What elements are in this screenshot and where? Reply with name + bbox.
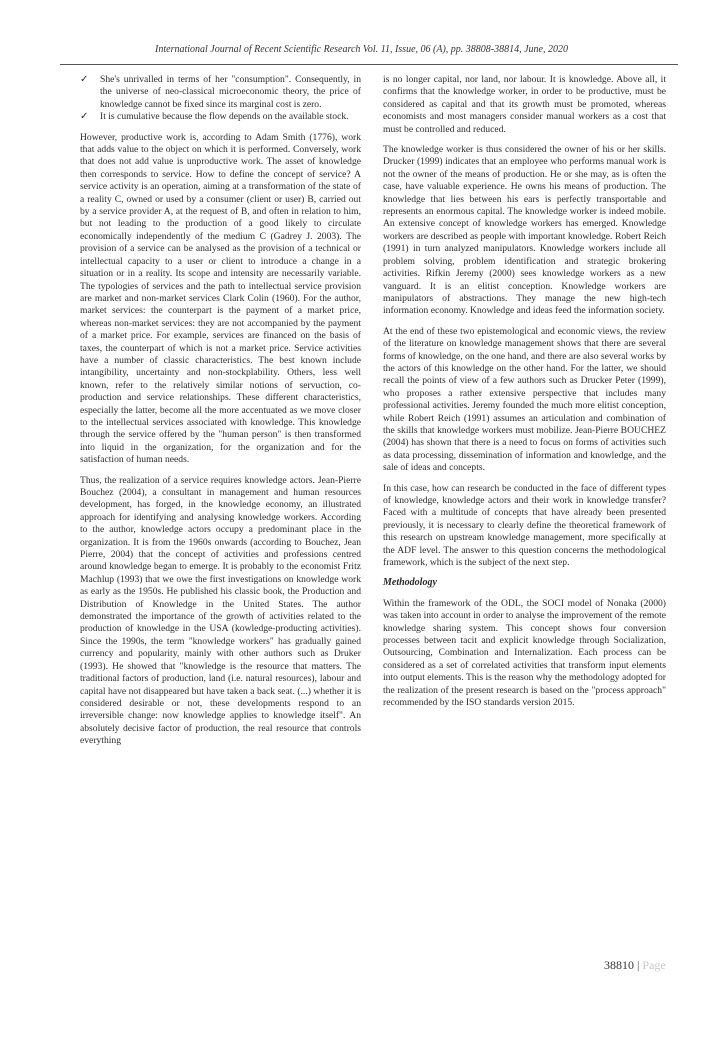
left-column — [80, 74, 361, 756]
bullet-list — [80, 74, 361, 124]
paragraph: However, productive work is, according to Adam Smith (1776), work that adds value to the object on which it is performed. Conversely, work that does not add value is unproductive work. The asset of knowledge then corresponds to service. How to define the concept of service? A service activity is an operation, aiming at a transformation of the state of a reality C, owned or used by a consumer (client or user) B, carried out by a service provider A, at the request of B, and often in relation to him, but not leading to the production of a good likely to circulate economically independently of the medium C (Gadrey J. 2003). The provision of a service can be analysed as the provision of a technical or intellectual capacity to a user or client to introduce a change in a situation or in a reality. Its scope and intensity are necessarily variable. The typologies of services and the path to intellectual service provision are market and non-market services Clark Colin (1960). For the author, market services: the counterpart is the payment of a market price, whereas non-market services: they are not accompanied by the payment of a market price. For example, services are financed on the basis of taxes, the counterpart of which is not a market price. Service activities have a number of classic characteristics. The best known include intangibility, uncertainty and non-stockplability. Others, less well known, refer to the relatively similar notions of servuction, co-production and service relationships. These different characteristics, especially the latter, become all the more accentuated as we move closer to the intellectual services associated with knowledge. This knowledge through the service offered by the "human person" is then transformed into liquid in the organization, for the organization and for the satisfaction of human needs. — [80, 131, 361, 466]
paragraph: Thus, the realization of a service requires knowledge actors. Jean-Pierre Bouchez (2004), a consultant in management and human resources development, has forged, in the knowledge economy, an illustrated approach for identifying and analysing knowledge workers. According to the author, knowledge actors occupy a predominant place in the organization. It is from the 1960s onwards (according to Bouchez, Jean Pierre, 2004) that the concept of activities and professions centred around knowledge began to emerge. It is probably to the economist Fritz Machlup (1993) that we owe the first investigations on knowledge work as early as the 1950s. He published his classic book, the Production and Distribution of Knowledge in the United States. The author demonstrated the importance of the growth of activities related to the production of knowledge in the USA (kowledge-producting activities). Since the 1990s, the term "knowledge workers" has gradually gained currency and popularity, mainly with other authors such as Druker (1993). He showed that "knowledge is the resource that matters. The traditional factors of production, land (i.e. natural resources), labour and capital have not disappeared but have taken a back seat. (...) whether it is considered desirable or not, these developments respond to an irreversible change: now knowledge applies to knowledge itself". An absolutely decisive factor of production, the real resource that controls everything — [80, 474, 361, 747]
page-number — [604, 958, 666, 973]
page-number-value: 38810 — [604, 958, 634, 972]
bullet-item — [80, 111, 361, 123]
checkmark-icon: ✓ — [80, 74, 89, 85]
section-heading-methodology: Methodology — [383, 577, 437, 589]
checkmark-icon: ✓ — [80, 111, 89, 123]
paragraph: At the end of these two epistemological and economic views, the review of the literature on knowledge management shows that there are several forms of knowledge, on the one hand, and there are also several works by the actors of this knowledge on the other hand. For the latter, we should recall the points of view of a few authors such as Drucker Peter (1999), who proposes a rather extensive perspective that includes many professional activities. Jeremy founded the much more elitist conception, while Robert Reich (1991) assumes an articulation and combination of the skills that knowledge workers must mobilize. Jean-Pierre BOUCHEZ (2004) has shown that there is a need to focus on forms of activities such as data processing, dissemination of information and knowledge, and the sale of ideas and concepts. — [383, 325, 666, 474]
bullet-text: It is cumulative because the flow depends on the available stock. — [100, 111, 349, 123]
paragraph: is no longer capital, nor land, nor labour. It is knowledge. Above all, it confirms that the knowledge worker, in order to be productive, must be considered as capital and that its growth must be promoted, whereas economists and most managers consider manual workers as a cost that must be controlled and reduced. — [383, 74, 666, 135]
paragraph: Within the framework of the ODL, the SOCI model of Nonaka (2000) was taken into account in order to analyse the improvement of the remote knowledge sharing system. This concept shows four conversion processes between tacit and explicit knowledge through Socialization, Outsourcing, Combination and Internalization. Each process can be considered as a set of correlated activities that transform input elements into output elements. This is the reason why the methodology adopted for the realization of the present research is based on the "process approach" recommended by the ISO standards version 2015. — [383, 597, 666, 709]
page-number-separator: | — [637, 958, 640, 972]
right-column — [383, 74, 666, 718]
header-rule — [60, 64, 678, 65]
paragraph: The knowledge worker is thus considered the owner of his or her skills. Drucker (1999) indicates that an employee who performs manual work is not the owner of the means of production. He or she may, as is often the case, have valuable experience. He owns his means of production. The knowledge that lies between his ears is perfectly transportable and represents an enormous capital. The knowledge worker is indeed mobile. An extensive concept of knowledge workers has emerged. Knowledge workers are described as people with important knowledge. Robert Reich (1991) in turn analyzed manipulators. Knowledge workers include all problem solving, problem identification and strategic brokering activities. Rifkin Jeremy (2000) sees knowledge workers as a new vanguard. It is an elitist conception. Knowledge workers are manipulators of abstractions. They manage the new high-tech information economy. Knowledge and ideas feed the information society. — [383, 144, 666, 317]
page-word: Page — [642, 958, 666, 972]
bullet-item — [80, 74, 361, 111]
running-header: International Journal of Recent Scientific Research Vol. 11, Issue, 06 (A), pp. 38808-38814, June, 2020 — [155, 44, 568, 55]
bullet-text: She's unrivalled in terms of her "consumption". Consequently, in the universe of neo-classical microeconomic theory, the price of knowledge cannot be fixed since its marginal cost is zero. — [100, 74, 361, 110]
paragraph: In this case, how can research be conducted in the face of different types of knowledge, knowledge actors and their work in knowledge transfer? Faced with a multitude of concepts that have already been presented previously, it is necessary to clearly define the theoretical framework of this research on upstream knowledge management, more specifically at the ADF level. The answer to this question concerns the methodological framework, which is the subject of the next step. — [383, 482, 666, 569]
